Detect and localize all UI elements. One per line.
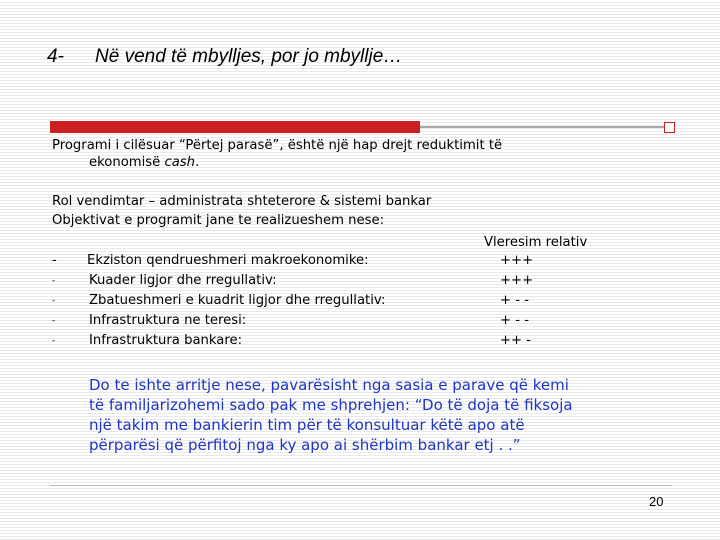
criterion-label: Ekziston qendrueshmeri makroekonomike:: [87, 253, 369, 268]
criterion-rating: + - -: [500, 313, 529, 328]
criterion-rating: + - -: [500, 293, 529, 308]
footer-divider: [50, 485, 672, 486]
list-item: [52, 253, 652, 273]
title-divider-line: [420, 126, 668, 128]
list-item: [52, 333, 652, 353]
title-accent-bar: [50, 121, 420, 133]
quote-block: [89, 375, 689, 455]
list-bullet: -: [52, 296, 56, 306]
slide-title: Në vend të mbylljes, por jo mbyllje…: [95, 46, 403, 67]
list-item: [52, 313, 652, 333]
criterion-label: Infrastruktura ne teresi:: [89, 313, 247, 328]
list-bullet: -: [52, 336, 56, 346]
criterion-rating: +++: [500, 253, 534, 268]
intro-line-1: Programi i cilësuar “Përtej parasë”, është një hap drejt reduktimit të: [52, 138, 503, 153]
criteria-list: [52, 253, 652, 378]
quote-line: të familjarizohemi sado pak me shprehjen: “Do të doja të fiksoja: [89, 396, 573, 414]
page-number: 20: [649, 494, 664, 509]
list-bullet: -: [52, 253, 57, 268]
rating-header: Vleresim relativ: [484, 235, 588, 250]
quote-line: Do te ishte arritje nese, pavarësisht nga sasia e parave që kemi: [89, 376, 569, 394]
criterion-label: Infrastruktura bankare:: [89, 333, 243, 348]
list-item: [52, 293, 652, 313]
criterion-label: Zbatueshmeri e kuadrit ligjor dhe rregullativ:: [89, 293, 386, 308]
criterion-rating: +++: [500, 273, 534, 288]
list-item: [52, 273, 652, 293]
objectives-line: Objektivat e programit jane te realizueshem nese:: [52, 213, 385, 228]
quote-line: përparësi që përfitoj nga ky apo ai shërbim bankar etj . .”: [89, 436, 521, 454]
quote-line: një takim me bankierin tim për të konsultuar këtë apo atë: [89, 416, 525, 434]
criterion-label: Kuader ligjor dhe rregullativ:: [89, 273, 277, 288]
role-line: Rol vendimtar – administrata shteterore & sistemi bankar: [52, 194, 432, 209]
list-bullet: -: [52, 316, 56, 326]
divider-end-square: [664, 122, 675, 133]
intro-line-2-text: ekonomisë cash.: [89, 155, 200, 170]
criterion-rating: ++ -: [500, 333, 532, 348]
slide-number-label: 4-: [47, 46, 64, 67]
list-bullet: -: [52, 276, 56, 286]
intro-line-2: [89, 154, 199, 171]
